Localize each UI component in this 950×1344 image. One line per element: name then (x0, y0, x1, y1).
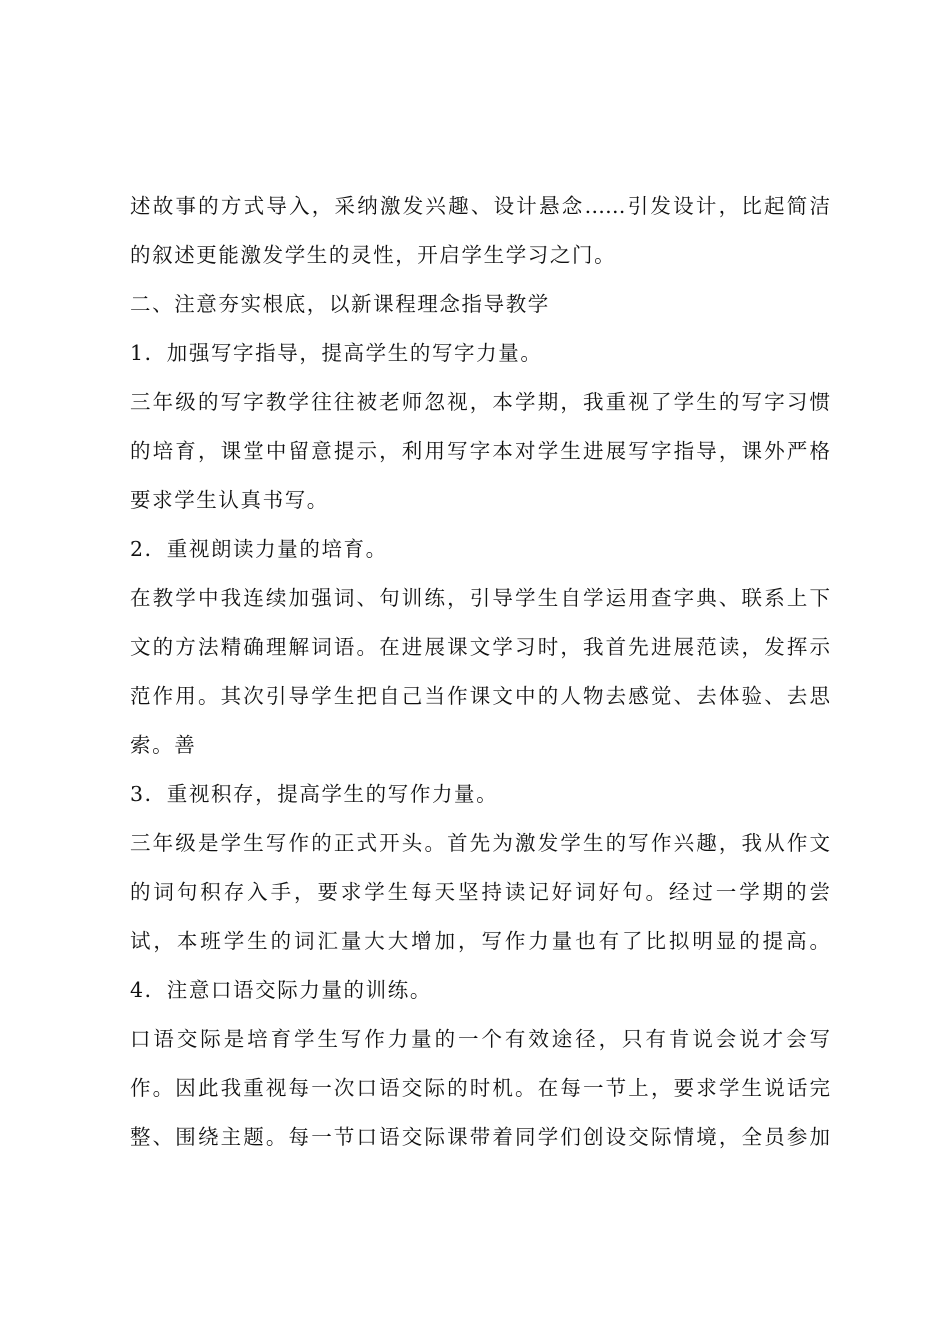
subsection-heading: 2．重视朗读力量的培育。 (130, 537, 388, 561)
section-heading: 二、注意夯实根底，以新课程理念指导教学 (130, 292, 550, 316)
text-line: 的词句积存入手，要求学生每天坚持读记好词好句。经过一学期的尝 (130, 880, 830, 904)
text-line: 在教学中我连续加强词、句训练，引导学生自学运用查字典、联系上下 (130, 586, 830, 610)
text-line: 试，本班学生的词汇量大大增加，写作力量也有了比拟明显的提高。 (130, 929, 830, 953)
text-line: 作。因此我重视每一次口语交际的时机。在每一节上，要求学生说话完 (130, 1076, 830, 1100)
text-line: 口语交际是培育学生写作力量的一个有效途径，只有肯说会说才会写 (130, 1027, 830, 1051)
text-line: 范作用。其次引导学生把自己当作课文中的人物去感觉、去体验、去思 (130, 684, 830, 708)
text-line: 文的方法精确理解词语。在进展课文学习时，我首先进展范读，发挥示 (130, 635, 830, 659)
text-line: 三年级的写字教学往往被老师忽视，本学期，我重视了学生的写字习惯 (130, 390, 830, 414)
text-line: 的培育，课堂中留意提示，利用写字本对学生进展写字指导，课外严格 (130, 439, 830, 463)
subsection-heading: 1．加强写字指导，提高学生的写字力量。 (130, 341, 543, 365)
text-line: 述故事的方式导入，采纳激发兴趣、设计悬念……引发设计，比起简洁 (130, 194, 830, 218)
subsection-heading: 3．重视积存，提高学生的写作力量。 (130, 782, 499, 806)
text-line: 要求学生认真书写。 (130, 488, 329, 512)
subsection-heading: 4．注意口语交际力量的训练。 (130, 978, 432, 1002)
text-line: 整、围绕主题。每一节口语交际课带着同学们创设交际情境，全员参加 (130, 1125, 830, 1149)
document-body (130, 186, 830, 1166)
text-line: 索。善 (130, 733, 197, 757)
text-line: 三年级是学生写作的正式开头。首先为激发学生的写作兴趣，我从作文 (130, 831, 830, 855)
text-line: 的叙述更能激发学生的灵性，开启学生学习之门。 (130, 243, 617, 267)
